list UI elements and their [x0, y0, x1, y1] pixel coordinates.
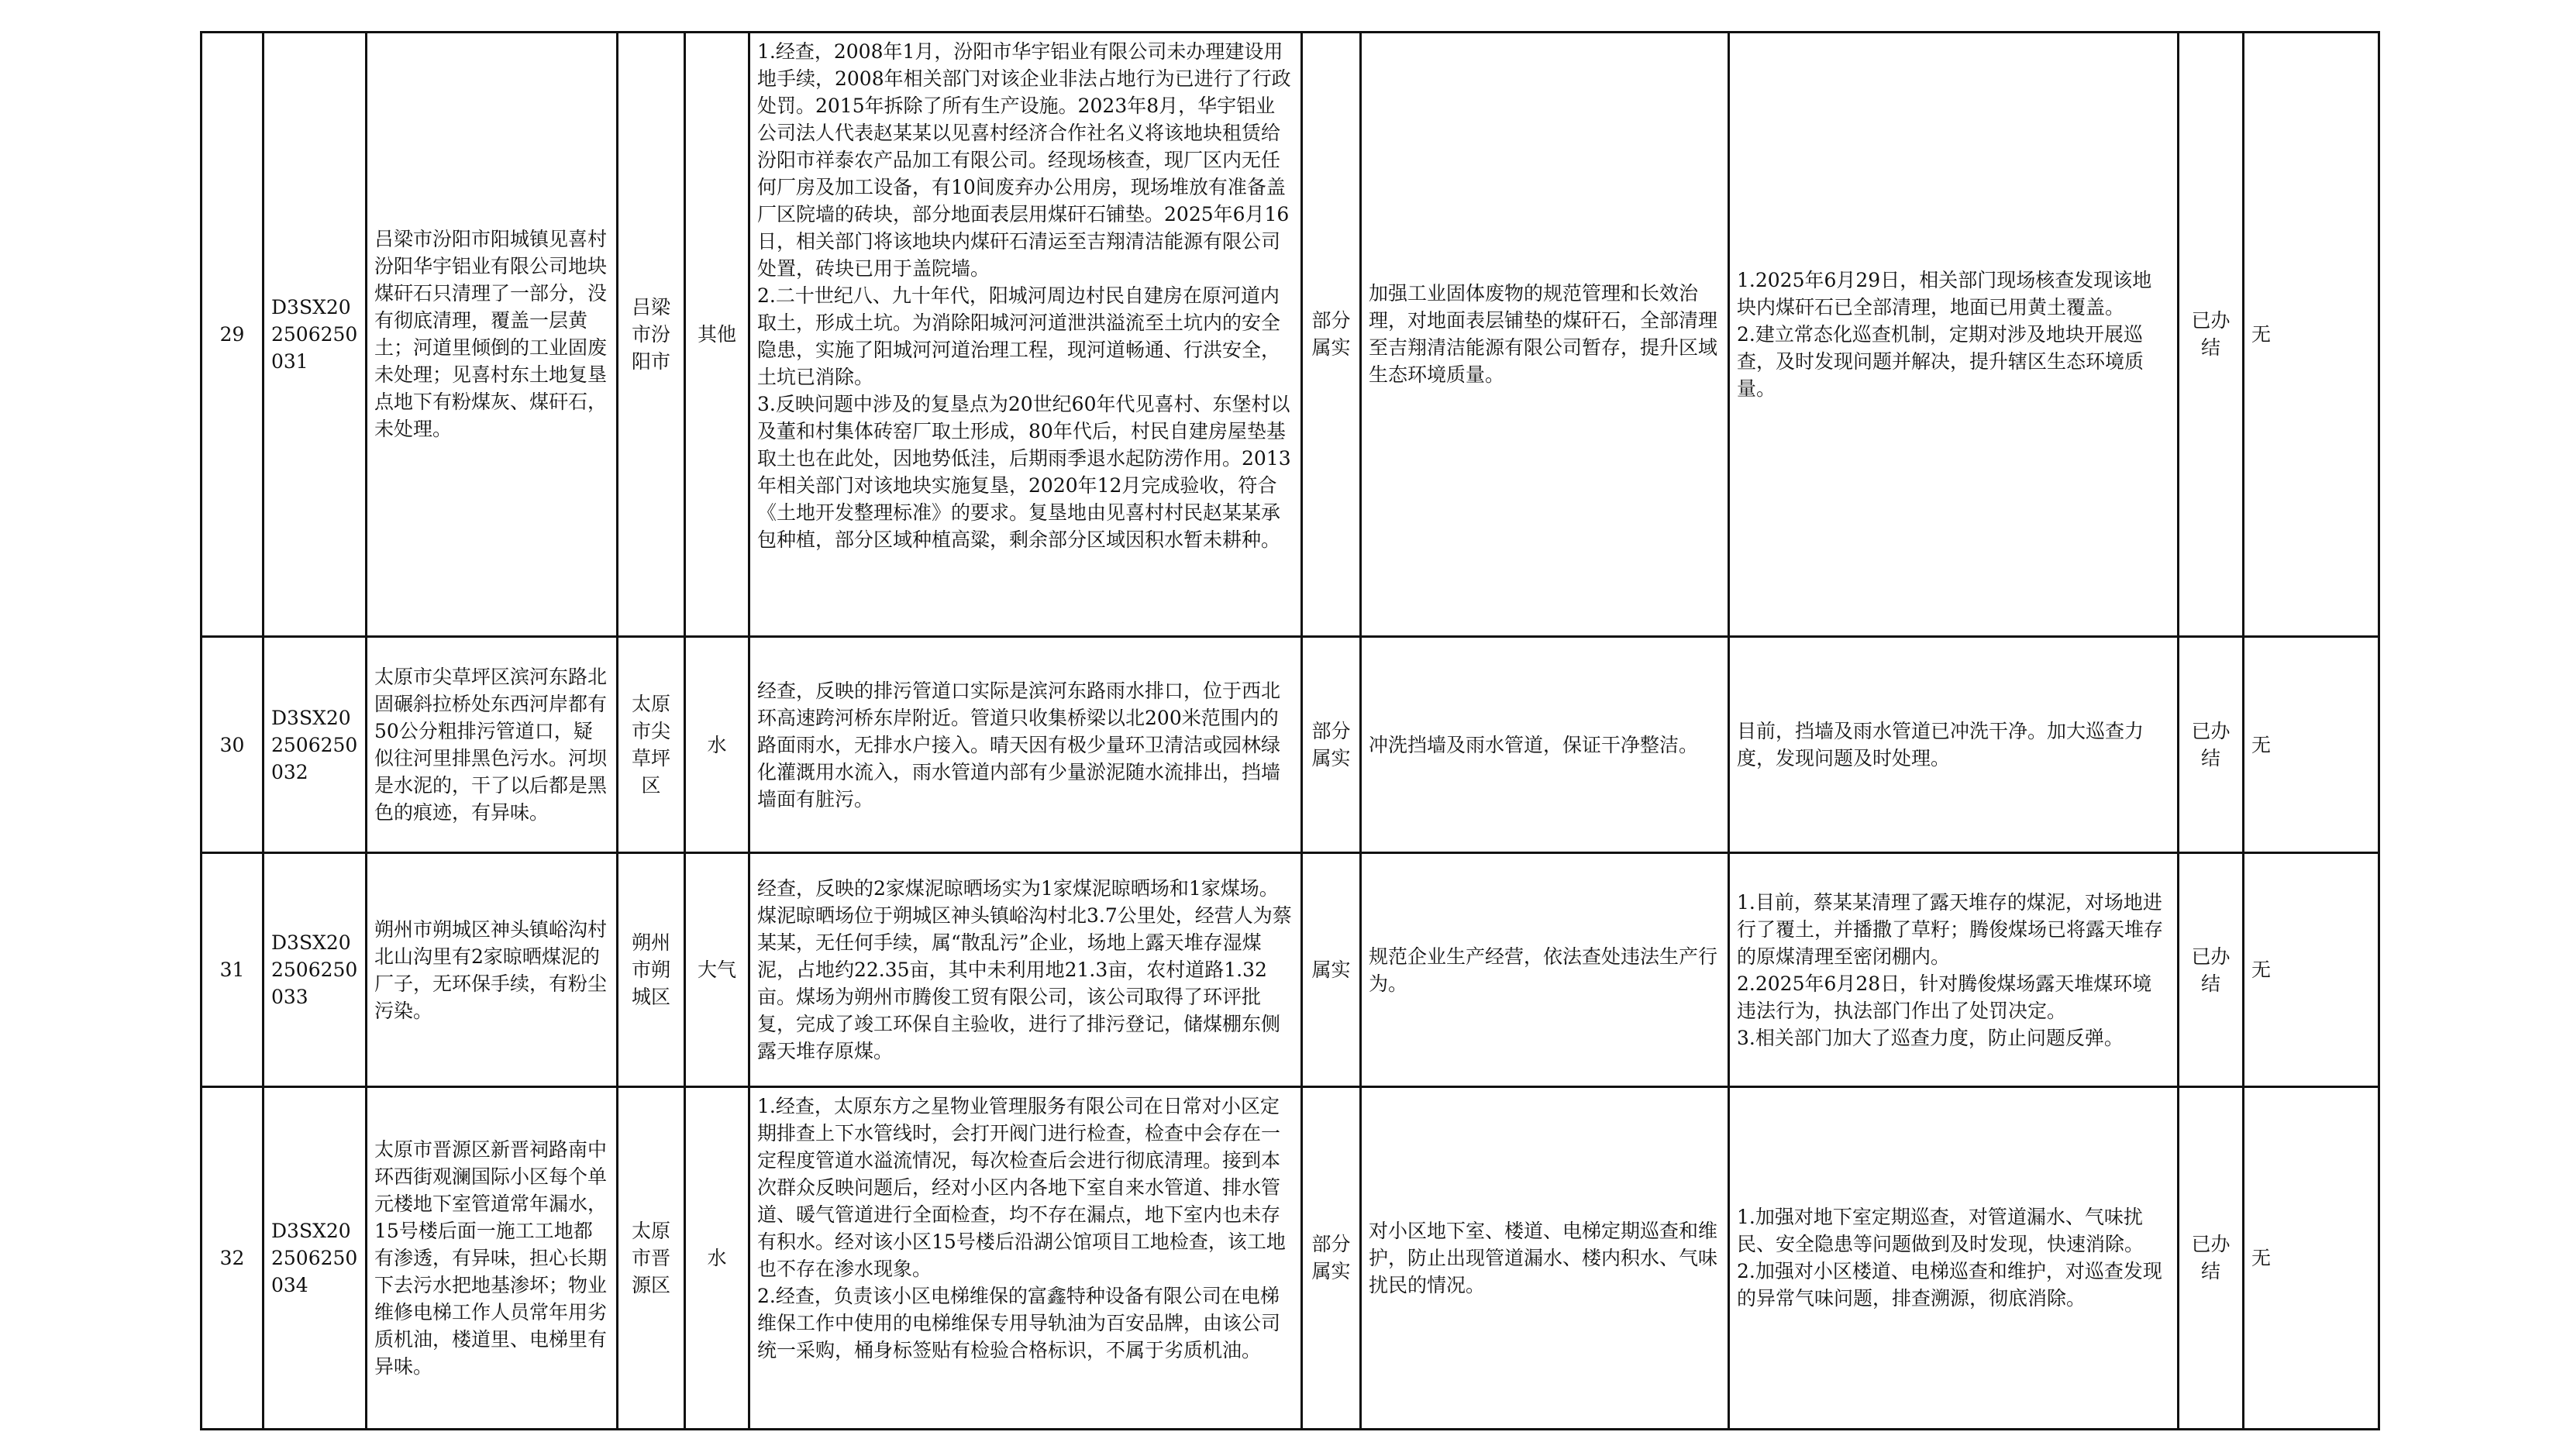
- verdict: 部分属实: [1302, 636, 1361, 852]
- administrative-region: 太原市晋源区: [618, 1086, 685, 1429]
- pollution-type: 大气: [685, 853, 749, 1087]
- handling-measures: 对小区地下室、楼道、电梯定期巡查和维护，防止出现管道漏水、楼内积水、气味扰民的情况。: [1361, 1086, 1729, 1429]
- row-number: 31: [202, 853, 264, 1087]
- administrative-region: 吕梁市汾阳市: [618, 33, 685, 637]
- completion-status: 已办结: [2179, 636, 2244, 852]
- verdict: 部分属实: [1302, 33, 1361, 637]
- row-number: 30: [202, 636, 264, 852]
- completion-status: 已办结: [2179, 33, 2244, 637]
- row-number: 32: [202, 1086, 264, 1429]
- result-paragraph: 2.二十世纪八、九十年代，阳城河周边村民自建房在原河道内取土，形成土坑。为消除阳城河河道泄洪溢流至土坑内的安全隐患，实施了阳城河河道治理工程，现河道畅通、行洪安全，土坑已消除。: [757, 284, 1281, 388]
- handling-measures: 规范企业生产经营，依法查处违法生产行为。: [1361, 853, 1729, 1087]
- remark: 无: [2244, 33, 2379, 637]
- complaint-content: 朔州市朔城区神头镇峪沟村北山沟里有2家晾晒煤泥的厂子，无环保手续，有粉尘污染。: [367, 853, 618, 1087]
- complaint-table: [200, 31, 2380, 1430]
- result-paragraph: 3.反映问题中涉及的复垦点为20世纪60年代见喜村、东堡村以及董和村集体砖窑厂取土形成，80年代后，村民自建房屋垫基取土也在此处，因地势低洼，后期雨季退水起防涝作用。2013年相关部门对该地块实施复垦，2020年12月完成验收，符合《土地开发整理标准》的要求。复垦地由见喜村村民赵某某承包种植，部分区域种植高粱，剩余部分区域因积水暂未耕种。: [757, 393, 1291, 551]
- effect-paragraph: 1.目前，蔡某某清理了露天堆存的煤泥，对场地进行了覆土，并播撒了草籽；腾俊煤场已将露天堆存的原煤清理至密闭棚内。: [1737, 890, 2164, 968]
- result-paragraph: 1.经查，2008年1月，汾阳市华宇铝业有限公司未办理建设用地手续，2008年相关部门对该企业非法占地行为已进行了行政处罚。2015年拆除了所有生产设施。2023年8月，华宇铝业公司法人代表赵某某以见喜村经济合作社名义将该地块租赁给汾阳市祥泰农产品加工有限公司。经现场核查，现厂区内无任何厂房及加工设备，有10间废弃办公用房，现场堆放有准备盖厂区院墙的砖块，部分地面表层用煤矸石铺垫。2025年6月16日，相关部门将该地块内煤矸石清运至吉翔清洁能源有限公司处置，砖块已用于盖院墙。: [757, 40, 1291, 280]
- effect-paragraph: 2.2025年6月28日，针对腾俊煤场露天堆煤环境违法行为，执法部门作出了处罚决定。: [1737, 972, 2152, 1022]
- remark: 无: [2244, 853, 2379, 1087]
- investigation-result: [749, 33, 1302, 637]
- result-paragraph: 经查，反映的2家煤泥晾晒场实为1家煤泥晾晒场和1家煤场。煤泥晾晒场位于朔城区神头镇峪沟村北3.7公里处，经营人为蔡某某，无任何手续，属“散乱污”企业，场地上露天堆存湿煤泥，占地约22.35亩，其中未利用地21.3亩，农村道路1.32亩。煤场为朔州市腾俊工贸有限公司，该公司取得了环评批复，完成了竣工环保自主验收，进行了排污登记，储煤棚东侧露天堆存原煤。: [757, 877, 1292, 1063]
- effect-paragraph: 1.加强对地下室定期巡查，对管道漏水、气味扰民、安全隐患等问题做到及时发现，快速消除。: [1737, 1206, 2144, 1256]
- handling-measures: 冲洗挡墙及雨水管道，保证干净整洁。: [1361, 636, 1729, 852]
- complaint-content: 太原市尖草坪区滨河东路北固碾斜拉桥处东西河岸都有50公分粗排污管道口，疑似往河里排黑色污水。河坝是水泥的，干了以后都是黑色的痕迹，有异味。: [367, 636, 618, 852]
- rectification-effect: [1729, 853, 2179, 1087]
- row-number: 29: [202, 33, 264, 637]
- completion-status: 已办结: [2179, 853, 2244, 1087]
- effect-paragraph: 目前，挡墙及雨水管道已冲洗干净。加大巡查力度，发现问题及时处理。: [1737, 720, 2144, 770]
- table-body: [202, 33, 2379, 1430]
- investigation-result: [749, 853, 1302, 1087]
- result-paragraph: 经查，反映的排污管道口实际是滨河东路雨水排口，位于西北环高速跨河桥东岸附近。管道只收集桥梁以北200米范围内的路面雨水，无排水户接入。晴天因有极少量环卫清洁或园林绿化灌溉用水流入，雨水管道内部有少量淤泥随水流排出，挡墙墙面有脏污。: [757, 679, 1281, 811]
- verdict: 属实: [1302, 853, 1361, 1087]
- remark: 无: [2244, 1086, 2379, 1429]
- effect-paragraph: 2.加强对小区楼道、电梯巡查和维护，对巡查发现的异常气味问题，排查溯源，彻底消除。: [1737, 1260, 2162, 1310]
- pollution-type: 水: [685, 636, 749, 852]
- investigation-result: [749, 636, 1302, 852]
- pollution-type: 水: [685, 1086, 749, 1429]
- handling-measures: 加强工业固体废物的规范管理和长效治理，对地面表层铺垫的煤矸石，全部清理至吉翔清洁能源有限公司暂存，提升区域生态环境质量。: [1361, 33, 1729, 637]
- administrative-region: 朔州市朔城区: [618, 853, 685, 1087]
- result-paragraph: 1.经查，太原东方之星物业管理服务有限公司在日常对小区定期排查上下水管线时，会打开阀门进行检查，检查中会存在一定程度管道水溢流情况，每次检查后会进行彻底清理。接到本次群众反映问题后，经对小区内各地下室自来水管道、排水管道、暖气管道进行全面检查，均不存在漏点，地下室内也未存有积水。经对该小区15号楼后沿湖公馆项目工地检查，该工地也不存在渗水现象。: [757, 1094, 1286, 1280]
- case-code: D3SX202506250034: [264, 1086, 367, 1429]
- effect-paragraph: 1.2025年6月29日，相关部门现场核查发现该地块内煤矸石已全部清理，地面已用黄土覆盖。: [1737, 268, 2152, 318]
- complaint-content: 吕梁市汾阳市阳城镇见喜村汾阳华宇铝业有限公司地块煤矸石只清理了一部分，没有彻底清理，覆盖一层黄土；河道里倾倒的工业固废未处理；见喜村东土地复垦点地下有粉煤灰、煤矸石，未处理。: [367, 33, 618, 637]
- table-row: [202, 33, 2379, 637]
- rectification-effect: [1729, 1086, 2179, 1429]
- complaint-content: 太原市晋源区新晋祠路南中环西街观澜国际小区每个单元楼地下室管道常年漏水，15号楼后面一施工工地都有渗透，有异味，担心长期下去污水把地基渗坏；物业维修电梯工作人员常年用劣质机油，楼道里、电梯里有异味。: [367, 1086, 618, 1429]
- result-paragraph: 2.经查，负责该小区电梯维保的富鑫特种设备有限公司在电梯维保工作中使用的电梯维保专用导轨油为百安品牌，由该公司统一采购，桶身标签贴有检验合格标识，不属于劣质机油。: [757, 1284, 1281, 1361]
- administrative-region: 太原市尖草坪区: [618, 636, 685, 852]
- effect-paragraph: 3.相关部门加大了巡查力度，防止问题反弹。: [1737, 1026, 2124, 1049]
- verdict: 部分属实: [1302, 1086, 1361, 1429]
- effect-paragraph: 2.建立常态化巡查机制，定期对涉及地块开展巡查，及时发现问题并解决，提升辖区生态环境质量。: [1737, 322, 2144, 400]
- rectification-effect: [1729, 636, 2179, 852]
- investigation-result: [749, 1086, 1302, 1429]
- table-row: [202, 853, 2379, 1087]
- pollution-type: 其他: [685, 33, 749, 637]
- remark: 无: [2244, 636, 2379, 852]
- case-code: D3SX202506250032: [264, 636, 367, 852]
- completion-status: 已办结: [2179, 1086, 2244, 1429]
- case-code: D3SX202506250031: [264, 33, 367, 637]
- rectification-effect: [1729, 33, 2179, 637]
- table-row: [202, 636, 2379, 852]
- case-code: D3SX202506250033: [264, 853, 367, 1087]
- table-row: [202, 1086, 2379, 1429]
